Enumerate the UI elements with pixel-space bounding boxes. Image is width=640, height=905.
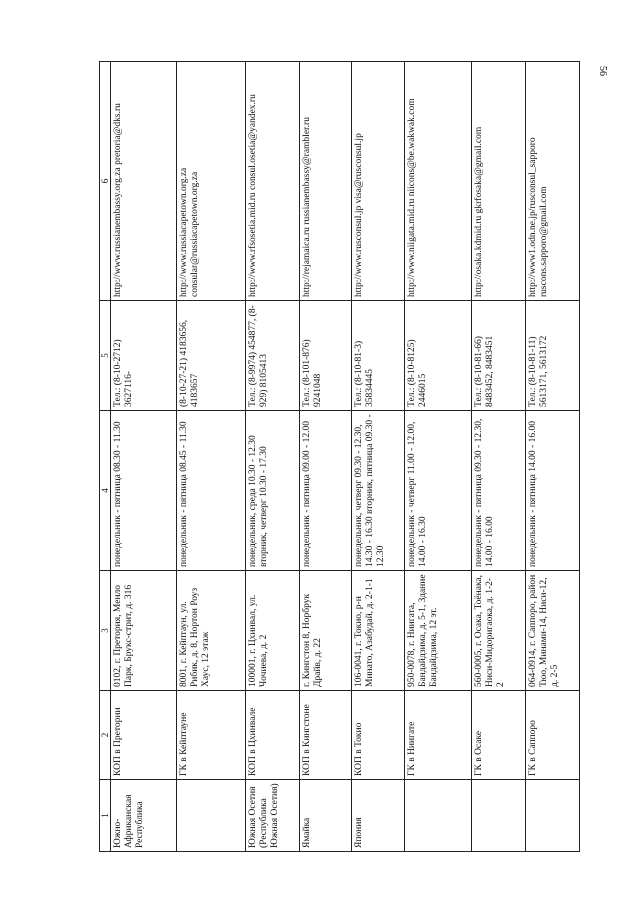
office-cell: ГК в Кейптауне xyxy=(177,691,246,780)
column-number: 2 xyxy=(100,691,111,780)
column-number: 1 xyxy=(100,780,111,852)
web-email-cell: http://osaka.kdmid.ru gkrfosaka@gmail.com xyxy=(472,62,526,301)
office-cell: КОП в Претории xyxy=(111,691,177,780)
office-cell: ГК в Ниигате xyxy=(405,691,472,780)
hours-cell: понедельник - пятница 14.00 - 16.00 xyxy=(526,411,580,571)
web-email-cell: http://www.russiacapetown.org.za consular@russiacapetown.org.za xyxy=(177,62,246,301)
address-cell: г. Кингстон 8, Норбрук Драйв, д. 22 xyxy=(300,571,352,691)
office-cell: ГК в Осаке xyxy=(472,691,526,780)
country-cell: Южная Осетия (Республика Южная Осетия) xyxy=(246,780,300,852)
address-cell: 8001, г. Кейптаун, ул. Рибик, д. 8, Нортон Роуз Хаус, 12 этаж xyxy=(177,571,246,691)
column-number: 3 xyxy=(100,571,111,691)
phone-cell: Тел.: (8-10-81-11) 5613171, 5613172 xyxy=(526,301,580,411)
column-number: 6 xyxy=(100,62,111,301)
web-email-cell: http://www.niigata.mid.ru niicons@be.wakwak.com xyxy=(405,62,472,301)
hours-cell: понедельник - четверг 11.00 - 12.00, 14.00 - 16.30 xyxy=(405,411,472,571)
phone-cell: Тел.: (8-10-81-3) 35834445 xyxy=(352,301,405,411)
country-cell xyxy=(177,780,246,852)
hours-cell: понедельник, среда 10.30 - 12.30 вторник, четверг 10.30 - 17.30 xyxy=(246,411,300,571)
hours-cell: понедельник - пятница 09.00 - 12.00 xyxy=(300,411,352,571)
address-cell: 100001, г. Цхинвал, ул. Чочиева, д. 2 xyxy=(246,571,300,691)
country-cell xyxy=(526,780,580,852)
phone-cell: Тел.: (8-10-8125) 2446015 xyxy=(405,301,472,411)
web-email-cell: http://www.russianembassy.org.za pretoria@dks.ru xyxy=(111,62,177,301)
table-row xyxy=(405,62,472,852)
hours-cell: понедельник - пятница 08.30 - 11.30 xyxy=(111,411,177,571)
table-row xyxy=(177,62,246,852)
hours-cell: понедельник - пятница 08.45 - 11.30 xyxy=(177,411,246,571)
table-row xyxy=(472,62,526,852)
web-email-cell: http://www1.odn.ne.jp/rusconsul_sapporo ruscons.sapporo@gmail.com xyxy=(526,62,580,301)
column-number-row xyxy=(100,62,111,852)
hours-cell: понедельник - пятница 09.30 - 12.30, 14.00 - 16.00 xyxy=(472,411,526,571)
phone-cell: Тел.: (8-10-81-66) 8483452, 8483451 xyxy=(472,301,526,411)
phone-cell: (8-10-27-21) 4183656, 4183657 xyxy=(177,301,246,411)
address-cell: 064-0914, г. Саппоро, район Тюо, Минами-14, Ниси-12, д. 2-5 xyxy=(526,571,580,691)
office-cell: КОП в Токио xyxy=(352,691,405,780)
column-number: 5 xyxy=(100,301,111,411)
office-cell: КОП в Цхинвале xyxy=(246,691,300,780)
table-row xyxy=(246,62,300,852)
country-cell xyxy=(472,780,526,852)
address-cell: 950-0078, г. Ниигата, Бандайдзима, д. 5-1, Здание Бандайдзима, 12 эт. xyxy=(405,571,472,691)
address-cell: 560-0005, г. Осака, Тоёнака, Ниси-Мидоригаока, д. 1-2-2 xyxy=(472,571,526,691)
web-email-cell: http://www.rusconsul.jp visa@rusconsul.jp xyxy=(352,62,405,301)
table-row xyxy=(352,62,405,852)
page-number: 56 xyxy=(597,66,608,76)
office-cell: КОП в Кингстоне xyxy=(300,691,352,780)
web-email-cell: http://www.rfsosetia.mid.ru consul.osetia@yandex.ru xyxy=(246,62,300,301)
consulates-table xyxy=(99,61,580,852)
country-cell: Ямайка xyxy=(300,780,352,852)
web-email-cell: http://rejamaica.ru russianembassy@rambler.ru xyxy=(300,62,352,301)
phone-cell: Тел.: (8-9974) 454877, (8-929) 8105413 xyxy=(246,301,300,411)
table-row xyxy=(111,62,177,852)
address-cell: 0102, г. Претория, Менло Парк, Брукс-стрит, д. 316 xyxy=(111,571,177,691)
country-cell: Япония xyxy=(352,780,405,852)
phone-cell: Тел.: (8-10-2712) 3627116- xyxy=(111,301,177,411)
country-cell: Южно-Африканская Республика xyxy=(111,780,177,852)
address-cell: 106-0041, г. Токио, р-н Минато, Азабудай, д. 2-1-1 xyxy=(352,571,405,691)
country-cell xyxy=(405,780,472,852)
phone-cell: Тел.: (8-101-876) 9241048 xyxy=(300,301,352,411)
table-row xyxy=(300,62,352,852)
office-cell: ГК в Саппоро xyxy=(526,691,580,780)
table-row xyxy=(526,62,580,852)
hours-cell: понедельник, четверг 09.30 - 12.30, 14.30 - 16.30 вторник, пятница 09.30 - 12.30 xyxy=(352,411,405,571)
column-number: 4 xyxy=(100,411,111,571)
rotated-table-container xyxy=(99,62,602,852)
